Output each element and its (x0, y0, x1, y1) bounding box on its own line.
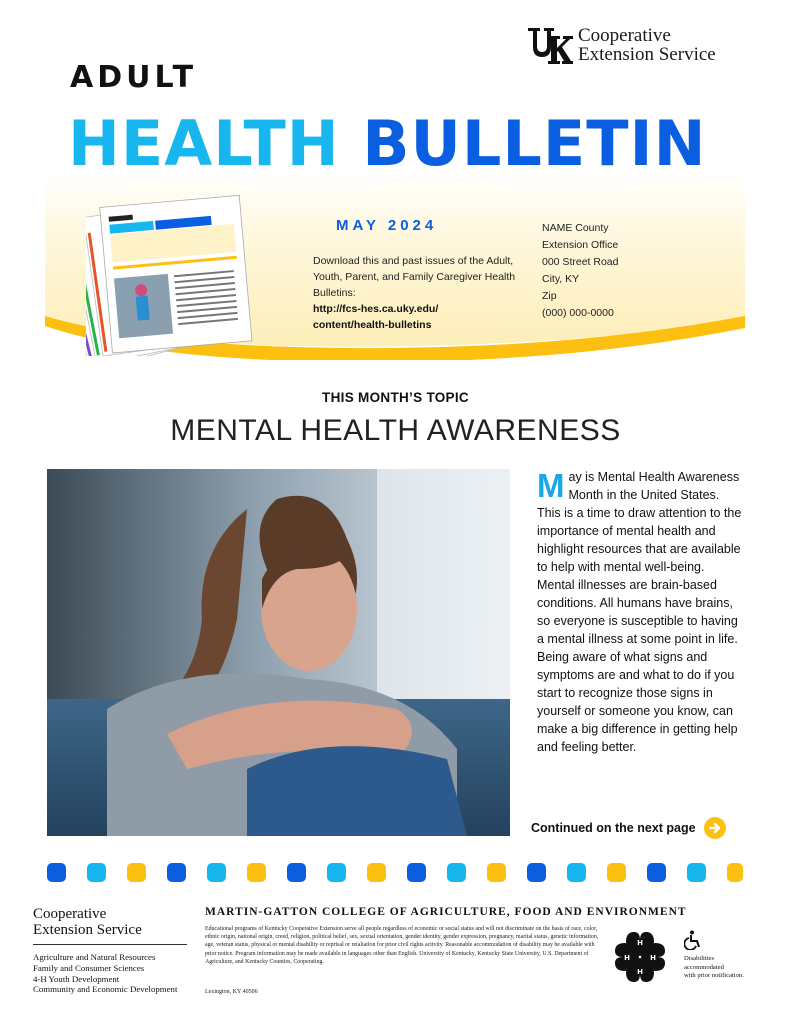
topic-label: THIS MONTH’S TOPIC (322, 390, 469, 405)
uk-extension-logo (526, 26, 766, 68)
address-phone: (000) 000-0000 (542, 307, 614, 319)
accessibility-icon (684, 930, 702, 950)
decorative-dot-row (45, 861, 745, 885)
svg-text:H: H (650, 954, 656, 962)
accessibility-line: with prior notification. (684, 972, 744, 980)
address-line: Extension Office (542, 239, 619, 251)
arrow-right-circle-icon[interactable] (704, 817, 726, 839)
address-line: Zip (542, 290, 557, 302)
footer-org-line2: Extension Service (33, 922, 142, 938)
logo-text-line2: Extension Service (578, 44, 716, 65)
article-photo (47, 469, 510, 836)
footer-org-line1: Cooperative (33, 906, 107, 922)
article-dropcap: M (537, 467, 565, 504)
continued-link[interactable] (531, 817, 726, 839)
topic-title: MENTAL HEALTH AWARENESS (170, 414, 621, 447)
article-text: ay is Mental Health Awareness Month in the United States. This is a time to draw attention to the importance of mental health and highlight resources that are available to help with mental well-being. Mental illnesses are brain-based conditions. All humans have brains, so everyone is susceptible to having a mental illness at some point in life. Being aware of what signs and symptoms are and what to do if you start to recognize those signs in yourself or someone you know, can make a big difference in getting help and feeling better. (537, 470, 742, 754)
svg-text:H: H (637, 939, 643, 947)
issue-month: MAY 2024 (336, 217, 438, 234)
footer-org-name (33, 906, 142, 938)
address-line: 000 Street Road (542, 256, 619, 268)
accessibility-line: Disabilities (684, 955, 715, 962)
footer-departments (33, 952, 177, 995)
footer-college-name: MARTIN-GATTON COLLEGE OF AGRICULTURE, FOOD AND ENVIRONMENT (205, 906, 687, 918)
bulletin-url-line2[interactable]: content/health-bulletins (313, 319, 432, 331)
four-h-clover-icon (610, 928, 670, 986)
address-line: NAME County (542, 222, 609, 234)
title-word-health: HEALTH (68, 107, 340, 180)
footer-legal-text: Educational programs of Kentucky Cooperative Extension serve all people regardless of economic or social status and will not discriminate on the basis of race, color, ethnic origin, national origin, creed, religion, political belief, sex, sexual orientation, gender identity, gender expression, pregnancy, marital status, genetic information, age, veteran status, physical or mental disability or reprisal or retaliation for prior civil rights activity. Reasonable accommodation of disability may be available with prior notice. Program information may be made available in languages other than English. University of Kentucky, Kentucky State University, U.S. Department of Agriculture, and Kentucky Counties, Cooperating. (205, 926, 599, 965)
title-health-bulletin (68, 108, 706, 180)
address-line: City, KY (542, 273, 580, 285)
continued-label: Continued on the next page (531, 821, 696, 835)
svg-text:H: H (637, 968, 643, 976)
footer-department: Agriculture and Natural Resources (33, 952, 156, 962)
logo-text-line1: Cooperative (578, 25, 671, 46)
footer-department: Family and Consumer Sciences (33, 962, 145, 973)
county-office-address (542, 220, 618, 322)
svg-text:H: H (624, 954, 630, 962)
bulletin-thumbnails (86, 186, 286, 356)
footer-department: 4-H Youth Development (33, 973, 120, 984)
footer-department: Community and Economic Development (33, 984, 178, 995)
download-text: Download this and past issues of the Adult, Youth, Parent, and Family Caregiver Health Bulletins: (313, 255, 516, 299)
title-adult: ADULT (70, 60, 198, 95)
title-word-bulletin: BULLETIN (362, 107, 707, 180)
footer-city: Lexington, KY 40506 (205, 989, 258, 995)
accessibility-line: accommodated (684, 963, 724, 971)
uk-logo-icon (526, 26, 574, 66)
accessibility-text (684, 955, 744, 981)
footer-divider (33, 944, 187, 945)
download-info (313, 253, 523, 333)
bulletin-url-line1[interactable]: http://fcs-hes.ca.uky.edu/ (313, 303, 439, 315)
article-body (537, 468, 745, 756)
